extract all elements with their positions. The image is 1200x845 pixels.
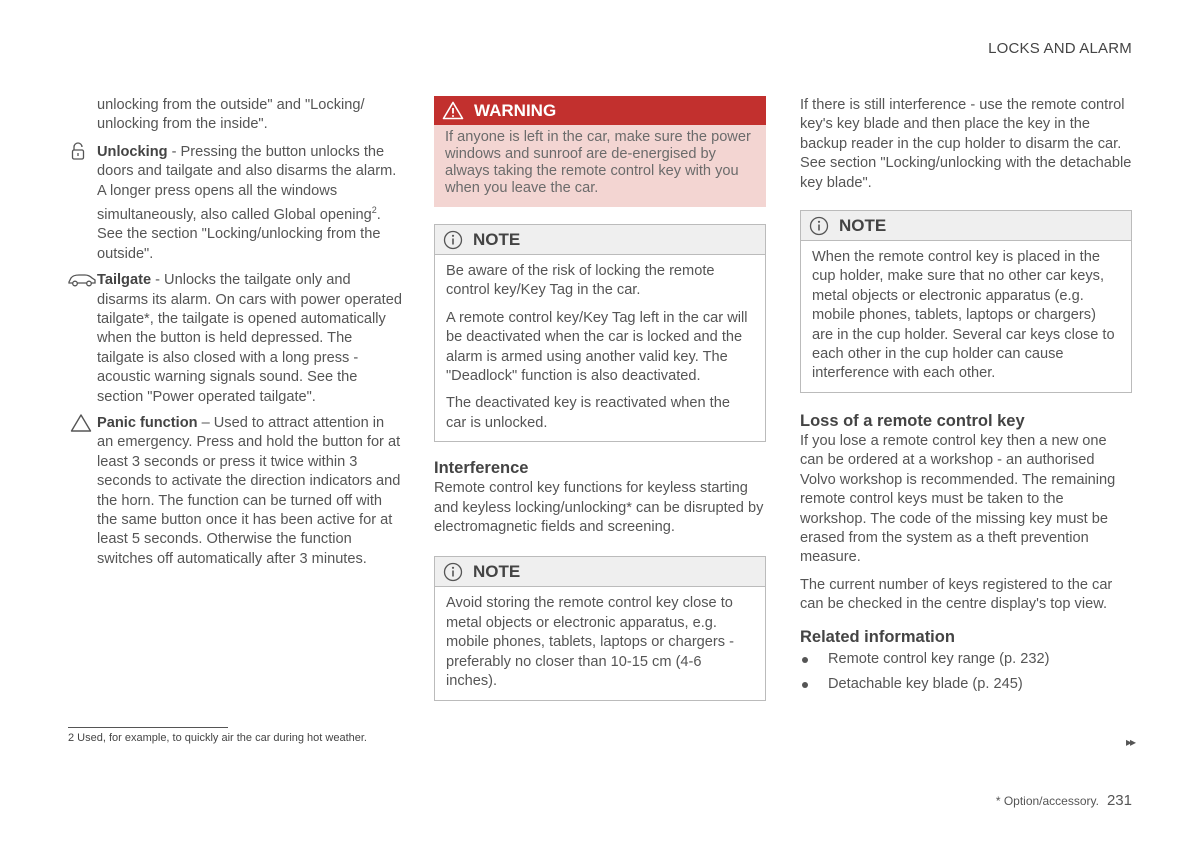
tailgate-item bbox=[97, 271, 402, 407]
related-list bbox=[800, 650, 1132, 695]
note-box-3 bbox=[800, 210, 1132, 393]
info-icon bbox=[443, 562, 463, 582]
warning-body: If anyone is left in the car, make sure the power windows and sunroof are de-energised by always taking the remote control key with you when you leave the car. bbox=[445, 129, 751, 196]
unlocking-text: - Pressing the button unlocks the doors and tailgate and also disarms the alarm. A longer press opens all the windows simultaneously, also called Global opening bbox=[97, 143, 397, 223]
note-1-paragraph: The deactivated key is reactivated when the car is unlocked. bbox=[446, 395, 730, 431]
column-right bbox=[800, 96, 1132, 700]
page-footer bbox=[996, 792, 1132, 809]
related-link[interactable]: Detachable key blade (p. 245) bbox=[800, 675, 1132, 694]
section-header: LOCKS AND ALARM bbox=[988, 40, 1132, 57]
footnote-divider bbox=[68, 727, 228, 728]
unlock-icon bbox=[71, 142, 85, 166]
option-note: * Option/accessory. bbox=[995, 794, 1099, 808]
warning-triangle-icon bbox=[70, 413, 92, 439]
note-title-2: NOTE bbox=[473, 562, 521, 582]
related-heading: Related information bbox=[800, 627, 955, 646]
tailgate-text: - Unlocks the tailgate only and disarms its alarm. On cars with power operated tailgate*, the tailgate is opened automatically when the button is held depressed. The tailgate is also closed with a long press - acoustic warning signals sound. See the section "Power operated tailgate". bbox=[97, 272, 402, 405]
interference-text: Remote control key functions for keyless starting and keyless locking/unlocking* can be disrupted by electromagnetic fields and screening. bbox=[434, 480, 764, 536]
related-link[interactable]: Remote control key range (p. 232) bbox=[800, 650, 1132, 669]
loss-heading: Loss of a remote control key bbox=[800, 411, 1025, 430]
column-middle bbox=[434, 96, 766, 715]
continue-icon: ▸▸ bbox=[1125, 735, 1134, 749]
note-title-1: NOTE bbox=[473, 229, 521, 249]
panic-item bbox=[97, 414, 402, 569]
note-box-2 bbox=[434, 556, 766, 700]
note-body-1 bbox=[435, 255, 765, 441]
column-left bbox=[97, 96, 402, 576]
note-title-3: NOTE bbox=[839, 215, 887, 235]
warning-icon bbox=[442, 101, 464, 120]
loss-paragraph: If you lose a remote control key then a new one can be ordered at a workshop - an authorised Volvo workshop is recommended. The remaining remote control keys must be taken to the workshop. The code of the missing key must be erased from the system as a theft prevention measure. bbox=[800, 432, 1116, 566]
warning-header bbox=[434, 96, 766, 125]
note-box-1 bbox=[434, 224, 766, 442]
note-header-2 bbox=[435, 557, 765, 587]
unlocking-item bbox=[97, 143, 402, 264]
car-tailgate-icon bbox=[67, 270, 97, 294]
note-body-2: Avoid storing the remote control key close to metal objects or electronic apparatus, e.g. mobile phones, tablets, laptops or chargers - preferably no closer than 10-15 cm (4-6 inches). bbox=[446, 595, 734, 690]
unlocking-label: Unlocking bbox=[97, 143, 168, 160]
note-header-1 bbox=[435, 225, 765, 255]
page-number: 231 bbox=[1106, 792, 1132, 809]
warning-title: WARNING bbox=[474, 100, 557, 120]
unlocking-text-after: . See the section "Locking/unlocking from the outside". bbox=[97, 206, 381, 262]
intro-text: unlocking from the outside" and "Locking/ unlocking from the inside". bbox=[97, 97, 365, 133]
info-icon bbox=[443, 230, 463, 250]
note-header-3 bbox=[801, 211, 1131, 241]
footnote-ref: 2 bbox=[371, 205, 377, 216]
warning-box bbox=[434, 96, 766, 207]
footnote: 2 Used, for example, to quickly air the car during hot weather. bbox=[68, 732, 367, 744]
tailgate-label: Tailgate bbox=[97, 272, 152, 289]
panic-label: Panic function bbox=[97, 414, 198, 431]
note-body-3: When the remote control key is placed in the cup holder, make sure that no other car keys, metal objects or electronic apparatus (e.g. mobile phones, tablets, laptops or chargers) are in the cup holder. Several car keys close to each other in the cup holder can cause interference with each other. bbox=[812, 249, 1115, 382]
note-1-paragraph: A remote control key/Key Tag left in the car will be deactivated when the car is locked and the alarm is armed using another valid key. The "Deadlock" function is also deactivated. bbox=[446, 309, 748, 385]
note-1-paragraph: Be aware of the risk of locking the remote control key/Key Tag in the car. bbox=[446, 263, 715, 299]
interference-heading: Interference bbox=[434, 459, 529, 478]
panic-text: – Used to attract attention in an emergency. Press and hold the button for at least 3 seconds or press it twice within 3 seconds to activate the direction indicators and the horn. The function can be turned off with the same button once it has been active for at least 5 seconds. Otherwise the function switches off automatically after 3 minutes. bbox=[97, 414, 401, 567]
interference-continued: If there is still interference - use the remote control key's key blade and then place the key in the backup reader in the cup holder to disarm the car. See section "Locking/unlocking with the detachable key blade". bbox=[800, 97, 1132, 191]
info-icon bbox=[809, 216, 829, 236]
loss-paragraph: The current number of keys registered to the car can be checked in the centre display's top view. bbox=[800, 576, 1113, 613]
